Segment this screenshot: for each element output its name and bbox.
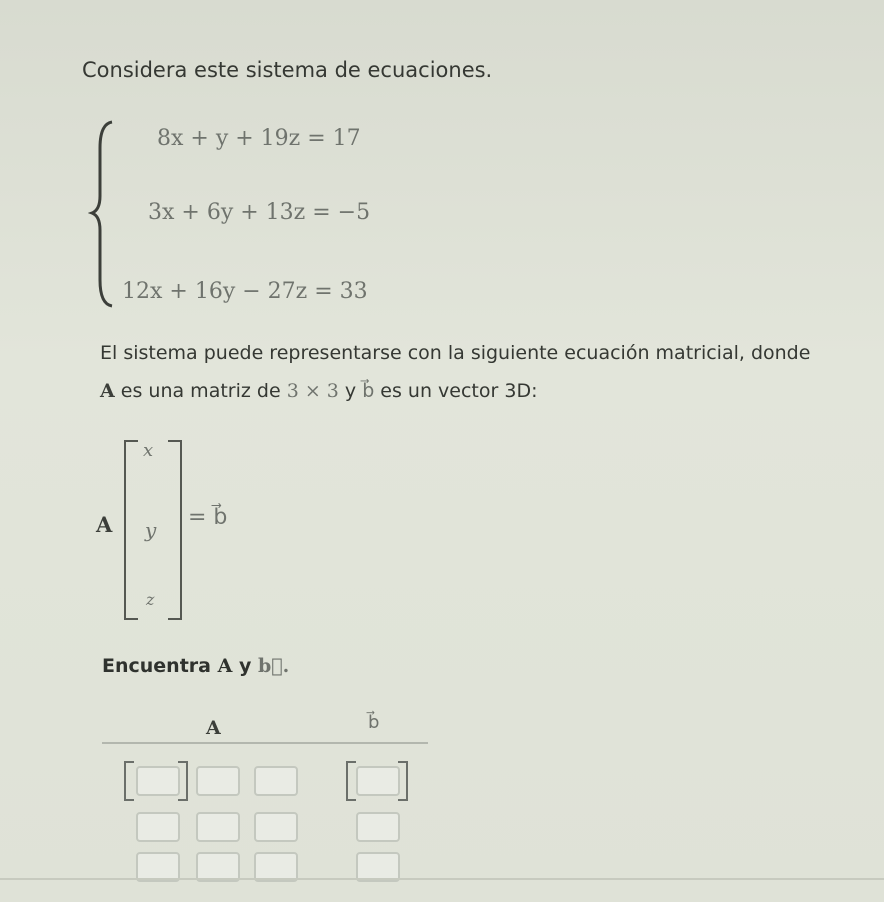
description-line-2 [100,380,537,402]
desc-text-d: es un vector 3D: [374,380,538,402]
vector-b-bracket-left [346,761,356,801]
find-symbol-b: b⃗. [257,655,290,677]
find-symbol-A: A [217,655,233,677]
vector-x: x [143,440,154,461]
vector-b-cell-2[interactable] [356,812,400,842]
page-bottom-divider [0,878,884,880]
matrix-A-cell-r1c2[interactable] [196,766,240,796]
system-brace [88,118,118,308]
vector-b-cell-1[interactable] [356,766,400,796]
matrix-A-cell-r2c3[interactable] [254,812,298,842]
matrix-A-bracket-left [124,761,134,801]
find-instruction [102,655,289,677]
matrix-symbol-A: A [100,380,115,402]
answer-header-b: b⃗ [368,712,380,733]
equation-2: 3x + 6y + 13z = −5 [148,200,371,225]
answer-header-divider [102,742,428,744]
desc-text-b: es una matriz de [114,380,287,402]
matrix-A-cell-r1c1[interactable] [136,766,180,796]
matrix-dimension: 3 × 3 [286,380,339,402]
find-text-a: Encuentra [102,655,218,677]
matrix-equation-A: A [96,512,113,537]
description-line-1: El sistema puede representarse con la siguiente ecuación matricial, donde [100,342,811,364]
question-prompt: Considera este sistema de ecuaciones. [82,58,493,82]
matrix-A-cell-r2c1[interactable] [136,812,180,842]
vector-y: y [145,518,157,542]
matrix-A-cell-r2c2[interactable] [196,812,240,842]
equation-1: 8x + y + 19z = 17 [157,126,361,151]
equation-3: 12x + 16y − 27z = 33 [122,279,368,304]
left-bracket [124,440,138,620]
matrix-A-cell-r1c3[interactable] [254,766,298,796]
desc-text-c: y [338,380,363,402]
answer-header-A: A [206,717,221,739]
matrix-equation-rhs: = b⃗ [188,505,228,530]
vector-symbol-b: b⃗ [362,380,375,402]
vector-z: z [146,590,155,609]
find-text-c: y [232,655,258,677]
right-bracket [168,440,182,620]
